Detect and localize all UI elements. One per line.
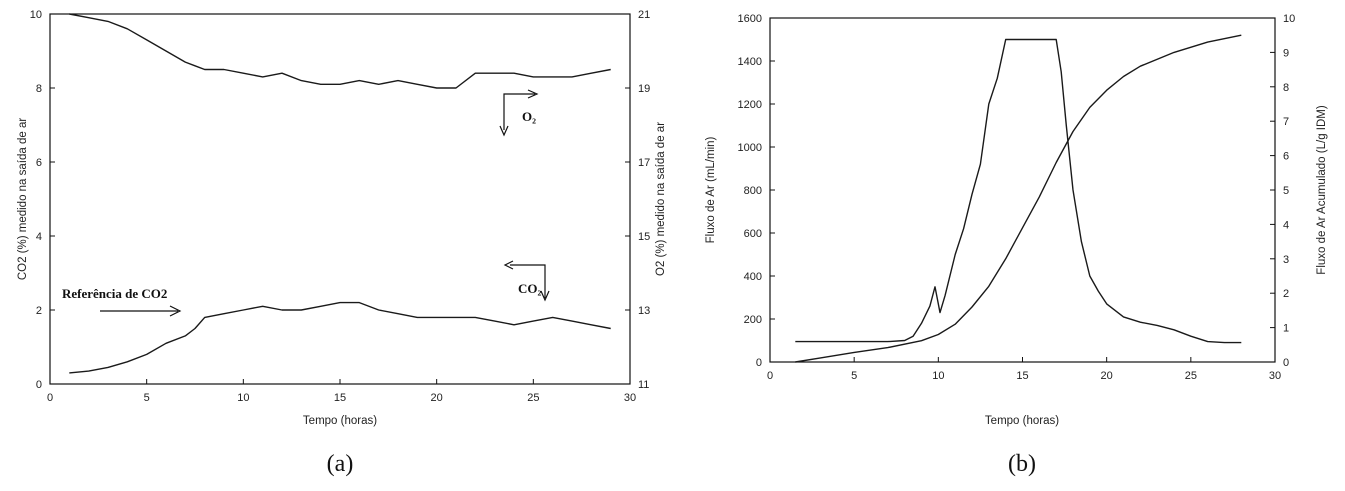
chart-b-x-tick-label: 10 <box>932 370 945 382</box>
chart-b-x-tick-label: 20 <box>1100 370 1113 382</box>
chart-b-y2-tick-label: 10 <box>1283 13 1296 25</box>
chart-a-y2-axis-label: O2 (%) medido na saída de ar <box>655 121 667 277</box>
chart-a-y-tick-label: 0 <box>35 379 42 391</box>
chart-b-x-axis-label: Tempo (horas) <box>984 415 1060 427</box>
chart-a-y2-tick-label: 21 <box>638 9 651 21</box>
chart-a-annotation-co2: CO₂ <box>518 281 542 296</box>
chart-a-y-axis-label: CO2 (%) medido na saída de ar <box>17 117 29 281</box>
chart-a-y2-tick-label: 11 <box>638 379 650 391</box>
chart-b-y-tick-label: 1600 <box>737 13 762 25</box>
chart-a-y2-tick-label: 15 <box>638 231 651 243</box>
chart-b-y-tick-label: 1200 <box>737 99 762 111</box>
chart-b-x-tick-label: 25 <box>1184 370 1197 382</box>
chart-b <box>705 13 1328 477</box>
chart-a-x-tick-label: 25 <box>527 392 540 404</box>
chart-b-y2-tick-label: 8 <box>1283 81 1290 94</box>
chart-b-x-tick-label: 15 <box>1016 370 1029 382</box>
chart-b-y2-tick-label: 6 <box>1283 150 1290 163</box>
chart-a-x-tick-label: 0 <box>46 392 54 404</box>
chart-a-annotation-o2: O₂ <box>522 109 537 124</box>
chart-b-series-1-line <box>795 40 1241 343</box>
chart-b-y2-axis-label: Fluxo de Ar Acumulado (L/g IDM) <box>1316 105 1328 275</box>
chart-b-y-tick-label: 0 <box>755 357 762 369</box>
chart-a-series-2-line <box>69 303 610 373</box>
chart-a-y-tick-label: 6 <box>35 157 42 169</box>
chart-a-y-tick-label: 8 <box>35 83 42 95</box>
chart-b-y-tick-label: 1000 <box>737 142 762 154</box>
chart-b-x-tick-label: 5 <box>851 370 858 382</box>
chart-b-y2-tick-label: 0 <box>1283 357 1290 369</box>
chart-a-y-tick-label: 10 <box>29 9 42 21</box>
chart-b-y-tick-label: 200 <box>743 314 762 326</box>
chart-a-annotation-co2-reference: Referência de CO2 <box>62 286 168 301</box>
chart-a-y-tick-label: 4 <box>35 231 42 243</box>
chart-a-caption: (a) <box>326 451 354 477</box>
chart-b-y-tick-label: 1400 <box>737 56 762 68</box>
chart-a-series-1-line <box>69 14 610 88</box>
chart-b-y2-tick-label: 9 <box>1283 47 1290 60</box>
chart-b-y-tick-label: 400 <box>743 271 762 283</box>
chart-b-y-axis-label: Fluxo de Ar (mL/min) <box>705 136 717 244</box>
chart-a-x-tick-label: 15 <box>333 392 347 404</box>
chart-b-y2-tick-label: 3 <box>1283 253 1290 266</box>
chart-b-plot-frame <box>770 18 1275 362</box>
chart-b-y2-tick-label: 4 <box>1283 219 1290 232</box>
chart-b-x-tick-label: 30 <box>1268 370 1282 382</box>
chart-a-x-tick-label: 30 <box>623 392 637 404</box>
chart-a <box>17 9 667 477</box>
chart-a-x-tick-label: 20 <box>430 392 443 404</box>
chart-b-x-tick-label: 0 <box>766 370 774 382</box>
chart-b-y2-tick-label: 1 <box>1283 322 1290 335</box>
chart-a-y2-tick-label: 13 <box>638 305 651 317</box>
chart-b-y-tick-label: 600 <box>743 228 762 240</box>
chart-b-y2-tick-label: 7 <box>1283 116 1290 129</box>
chart-a-x-tick-label: 5 <box>143 392 150 404</box>
chart-a-x-axis-label: Tempo (horas) <box>302 415 378 427</box>
chart-b-series-2-line <box>795 35 1241 362</box>
chart-a-x-tick-label: 10 <box>237 392 250 404</box>
chart-b-caption: (b) <box>1008 451 1036 477</box>
chart-a-y-tick-label: 2 <box>35 305 42 317</box>
chart-a-y2-tick-label: 19 <box>638 83 651 95</box>
chart-b-y2-tick-label: 2 <box>1283 288 1290 301</box>
chart-b-y2-tick-label: 5 <box>1283 185 1290 197</box>
chart-b-y-tick-label: 800 <box>743 185 762 197</box>
chart-a-plot-frame <box>50 14 630 384</box>
chart-a-y2-tick-label: 17 <box>638 157 651 169</box>
